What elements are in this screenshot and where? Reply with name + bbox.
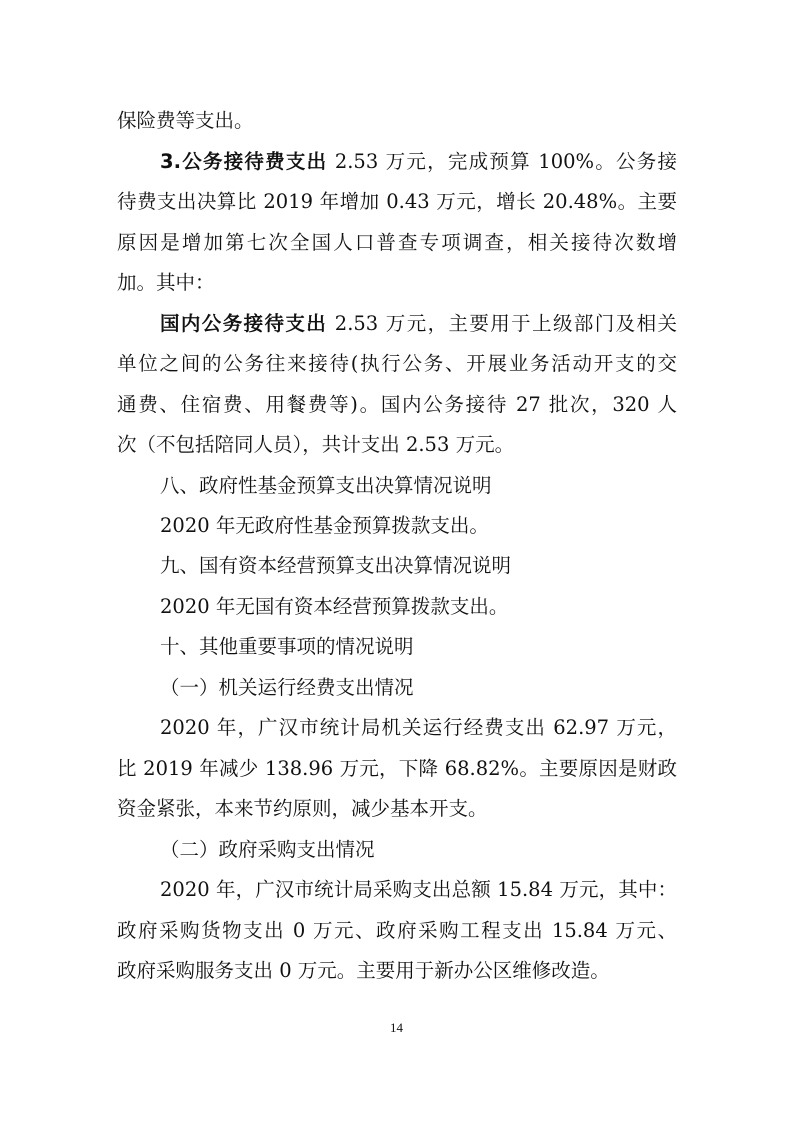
paragraph-line: 原因是增加第七次全国人口普查专项调查，相关接待次数增 [117,231,677,254]
paragraph-line: 单位之间的公务往来接待(执行公务、开展业务活动开支的交 [117,352,677,375]
paragraph-line: 待费支出决算比 2019 年增加 0.43 万元，增长 20.48%。主要 [117,190,677,213]
paragraph-line: 2020 年无国有资本经营预算拨款支出。 [160,595,509,618]
paragraph-line: 通费、住宿费、用餐费等)。国内公务接待 27 批次，320 人 [117,393,677,416]
paragraph-line: 2020 年无政府性基金预算拨款支出。 [160,514,489,537]
subsection-heading: （二）政府采购支出情况 [160,838,375,861]
section-heading: 八、政府性基金预算支出决算情况说明 [160,474,492,497]
paragraph-line: 政府采购货物支出 0 万元、政府采购工程支出 15.84 万元、 [117,919,677,942]
section-label-reception: 3.公务接待费支出 [160,150,328,173]
paragraph-line: 2020 年，广汉市统计局机关运行经费支出 62.97 万元， [160,716,677,739]
paragraph-line: 国内公务接待支出 2.53 万元，主要用于上级部门及相关 [160,312,677,335]
paragraph-line: 3.公务接待费支出 2.53 万元，完成预算 100%。公务接 [160,150,677,173]
subsection-heading: （一）机关运行经费支出情况 [160,676,414,699]
paragraph-line: 保险费等支出。 [117,109,254,132]
paragraph-line: 资金紧张，本来节约原则，减少基本开支。 [117,797,488,820]
section-label-domestic-reception: 国内公务接待支出 [160,312,328,335]
page-number: 14 [390,1020,403,1035]
paragraph-line: 次（不包括陪同人员），共计支出 2.53 万元。 [117,433,515,456]
paragraph-line: 比 2019 年减少 138.96 万元，下降 68.82%。主要原因是财政 [117,757,677,780]
paragraph-line: 政府采购服务支出 0 万元。主要用于新办公区维修改造。 [117,959,610,982]
section-heading: 九、国有资本经营预算支出决算情况说明 [160,554,512,577]
paragraph-line: 2020 年，广汉市统计局采购支出总额 15.84 万元，其中： [160,878,677,901]
paragraph-line: 加。其中： [117,271,215,294]
section-heading: 十、其他重要事项的情况说明 [160,635,414,658]
